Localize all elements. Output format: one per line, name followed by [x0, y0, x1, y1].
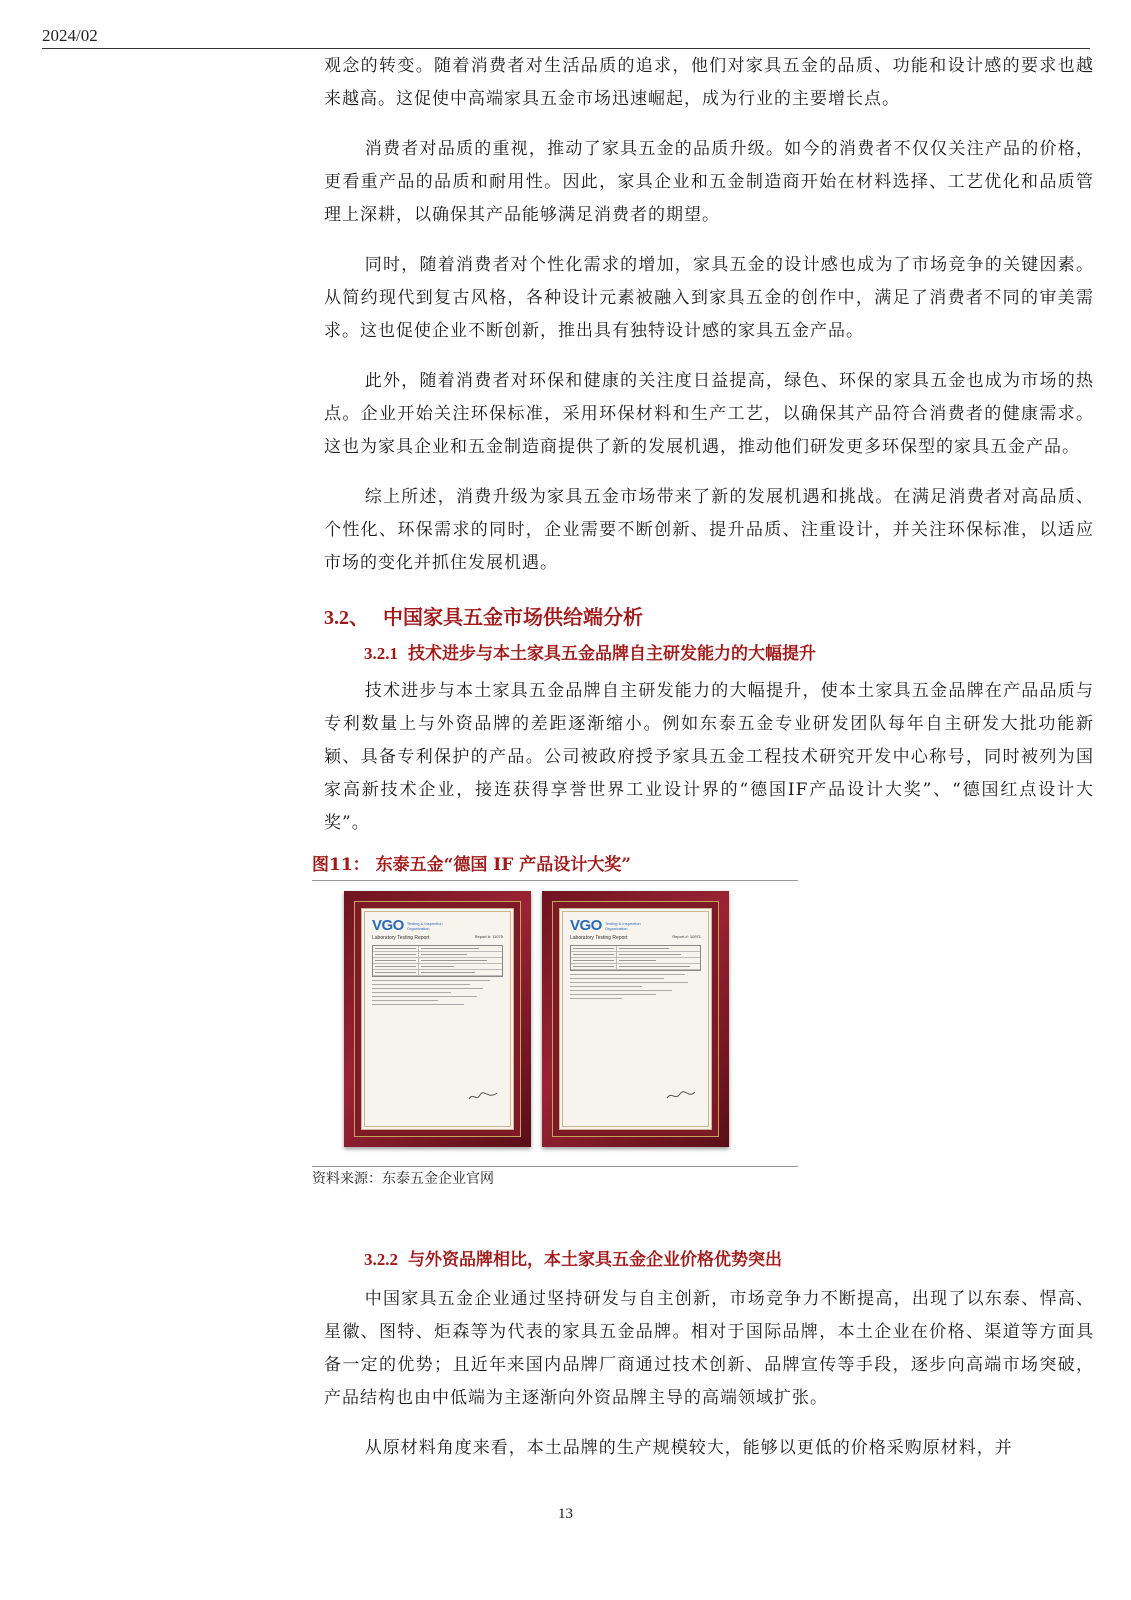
figure [312, 852, 1094, 1191]
subsection-heading [324, 639, 1094, 669]
signature-icon [468, 1090, 498, 1102]
subsection-title: 技术进步与本土家具五金品牌自主研发能力的大幅提升 [408, 644, 816, 664]
figure-image [312, 880, 798, 1167]
section-number: 3.2、 [324, 607, 369, 629]
body-paragraph: 消费者对品质的重视，推动了家具五金的品质升级。如今的消费者不仅仅关注产品的价格，更看重产品的品质和耐用性。因此，家具企业和五金制造商开始在材料选择、工艺优化和品质管理上深耕，以确保其产品能够满足消费者的期望。 [324, 139, 1094, 225]
subsection-title: 与外资品牌相比，本土家具五金企业价格优势突出 [408, 1250, 782, 1270]
signature-icon [666, 1090, 696, 1102]
page-content [312, 50, 1094, 1465]
certificate-paper: VGO Testing & Inspection Organization Laboratory Testing Report Report #: 11075 [361, 908, 514, 1130]
page-number: 13 [558, 1506, 573, 1522]
body-paragraph: 从原材料角度来看，本土品牌的生产规模较大，能够以更低的价格采购原材料，并 [364, 1438, 1013, 1458]
certificate-frame-left [344, 891, 531, 1147]
body-paragraph: 技术进步与本土家具五金品牌自主研发能力的大幅提升，使本土家具五金品牌在产品品质与专利数量上与外资品牌的差距逐渐缩小。例如东泰五金专业研发团队每年自主研发大批功能新颖、具备专利保护的产品。公司被政府授予家具五金工程技术研究开发中心称号，同时被列为国家高新技术企业，接连获得享誉世界工业设计界的“德国IF产品设计大奖”、“德国红点设计大奖”。 [324, 681, 1094, 833]
subsection-heading [324, 1245, 1094, 1275]
certificate-title: Laboratory Testing Report [570, 935, 628, 941]
body-paragraph: 综上所述，消费升级为家具五金市场带来了新的发展机遇和挑战。在满足消费者对高品质、个性化、环保需求的同时，企业需要不断创新、提升品质、注重设计，并关注环保标准，以适应市场的变化并抓住发展机遇。 [324, 487, 1094, 573]
section-title: 中国家具五金市场供给端分析 [383, 605, 643, 629]
section-heading [324, 602, 1094, 633]
header-rule [42, 48, 1090, 49]
body-paragraph: 同时，随着消费者对个性化需求的增加，家具五金的设计感也成为了市场竞争的关键因素。从简约现代到复古风格，各种设计元素被融入到家具五金的创作中，满足了消费者不同的审美需求。这也促使企业不断创新，推出具有独特设计感的家具五金产品。 [324, 255, 1094, 341]
body-paragraph: 观念的转变。随着消费者对生活品质的追求，他们对家具五金的品质、功能和设计感的要求也越来越高。这促使中高端家具五金市场迅速崛起，成为行业的主要增长点。 [324, 56, 1094, 109]
certificate-paper: VGO Testing & Inspection Organization Laboratory Testing Report Report #: 10971 [559, 908, 712, 1130]
certificate-frame-right [542, 891, 729, 1147]
figure-caption: 图11： 东泰五金“德国 IF 产品设计大奖” [312, 855, 631, 875]
body-paragraph: 中国家具五金企业通过坚持研发与自主创新，市场竞争力不断提高，出现了以东泰、悍高、星徽、图特、炬森等为代表的家具五金品牌。相对于国际品牌，本土企业在价格、渠道等方面具备一定的优势；且近年来国内品牌厂商通过技术创新、品牌宣传等手段，逐步向高端市场突破，产品结构也由中低端为主逐渐向外资品牌主导的高端领域扩张。 [324, 1289, 1094, 1408]
certificate-number: Report #: 10971 [672, 934, 701, 939]
figure-source: 资料来源：东泰五金企业官网 [312, 1171, 494, 1187]
header-date: 2024/02 [42, 26, 98, 45]
subsection-number: 3.2.1 [364, 644, 398, 663]
subsection-number: 3.2.2 [364, 1250, 398, 1269]
certificate-title: Laboratory Testing Report [372, 935, 430, 941]
vgo-logo: VGO [372, 917, 404, 934]
vgo-logo: VGO [570, 917, 602, 934]
body-paragraph: 此外，随着消费者对环保和健康的关注度日益提高，绿色、环保的家具五金也成为市场的热点。企业开始关注环保标准，采用环保材料和生产工艺，以确保其产品符合消费者的健康需求。这也为家具企业和五金制造商提供了新的发展机遇，推动他们研发更多环保型的家具五金产品。 [324, 371, 1094, 457]
certificate-number: Report #: 11075 [474, 934, 503, 939]
